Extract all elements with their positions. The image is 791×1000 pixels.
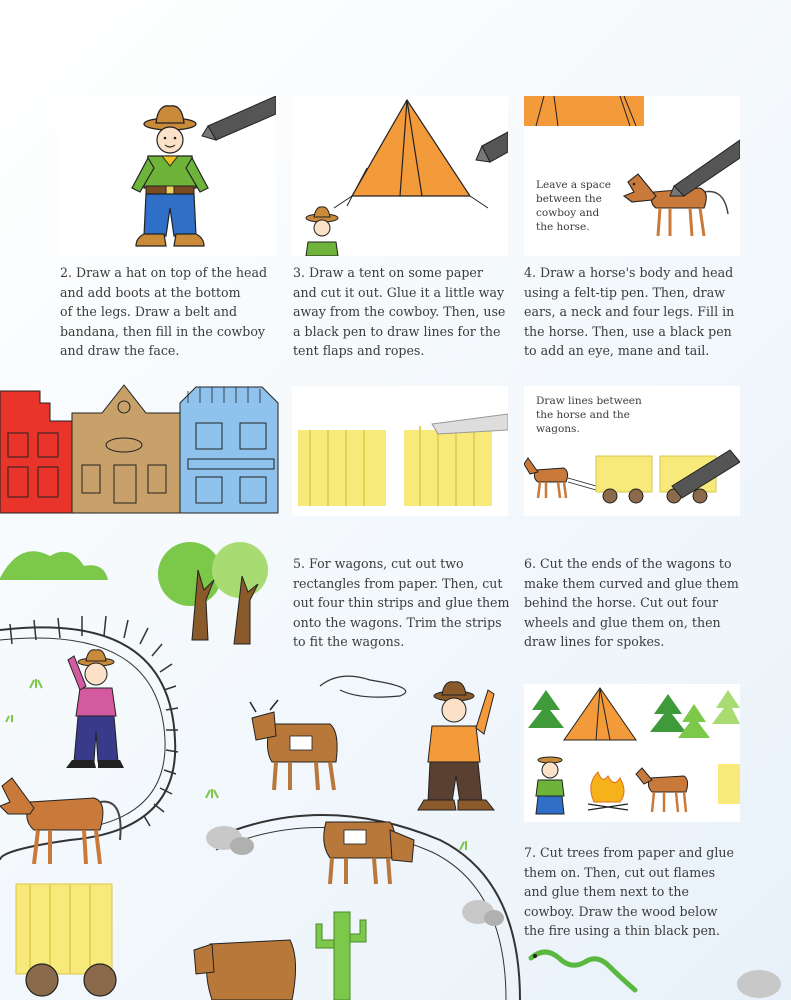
step5-illustration-panel	[292, 386, 508, 516]
campsite-scene	[524, 684, 740, 822]
step-2-text: 2. Draw a hat on top of the head and add boots at the bottom of the legs. Draw a belt and bandana, then fill in the cowboy and draw the face.	[60, 265, 268, 359]
yellow-wagon-rectangles	[292, 386, 508, 516]
horse-bottom-figure	[0, 778, 121, 864]
lines-note: Draw lines between the horse and the wagons.	[536, 395, 642, 435]
step2-illustration-panel	[58, 96, 276, 256]
step-4-text: 4. Draw a horse's body and head using a felt-tip pen. Then, draw ears, a neck and four legs. Fill in the horse. Then, use a black pen to add an eye, mane and tail.	[524, 265, 735, 359]
cowboy-drawing	[58, 96, 276, 256]
step-3-text: 3. Draw a tent on some paper and cut it out. Glue it a little way away from the cowboy. Then, use a black pen to draw lines for the tent flaps and ropes.	[293, 265, 506, 359]
step6-illustration-panel	[524, 386, 740, 516]
step-5-text: 5. For wagons, cut out two rectangles from paper. Then, cut out four thin strips and glue them onto the wagons. Trim the strips to fit the wagons.	[293, 556, 510, 650]
step4-illustration-panel	[524, 96, 740, 256]
western-scene	[0, 540, 520, 1000]
step3-illustration-panel	[292, 96, 508, 256]
step-6-text: 6. Cut the ends of the wagons to make them curved and glue them behind the horse. Cut out four wheels and glue them on, then draw lines for spokes.	[524, 556, 739, 650]
cow-2-figure	[324, 822, 414, 884]
snake-and-rocks	[531, 940, 791, 1000]
cowgirl-figure	[66, 650, 124, 768]
step-7-text: 7. Cut trees from paper and glue them on. Then, cut out flames and glue them next to the cowboy. Draw the wood below the fire using a thin black pen.	[524, 845, 734, 939]
town-buildings	[0, 383, 290, 513]
step7-illustration-panel	[524, 684, 740, 822]
cow-1-figure	[250, 700, 337, 790]
tent-drawing	[292, 96, 508, 256]
horse-drawing	[624, 174, 728, 236]
lasso-cowboy-figure	[320, 676, 494, 810]
space-note: Leave a space between the cowboy and the horse.	[536, 179, 611, 233]
